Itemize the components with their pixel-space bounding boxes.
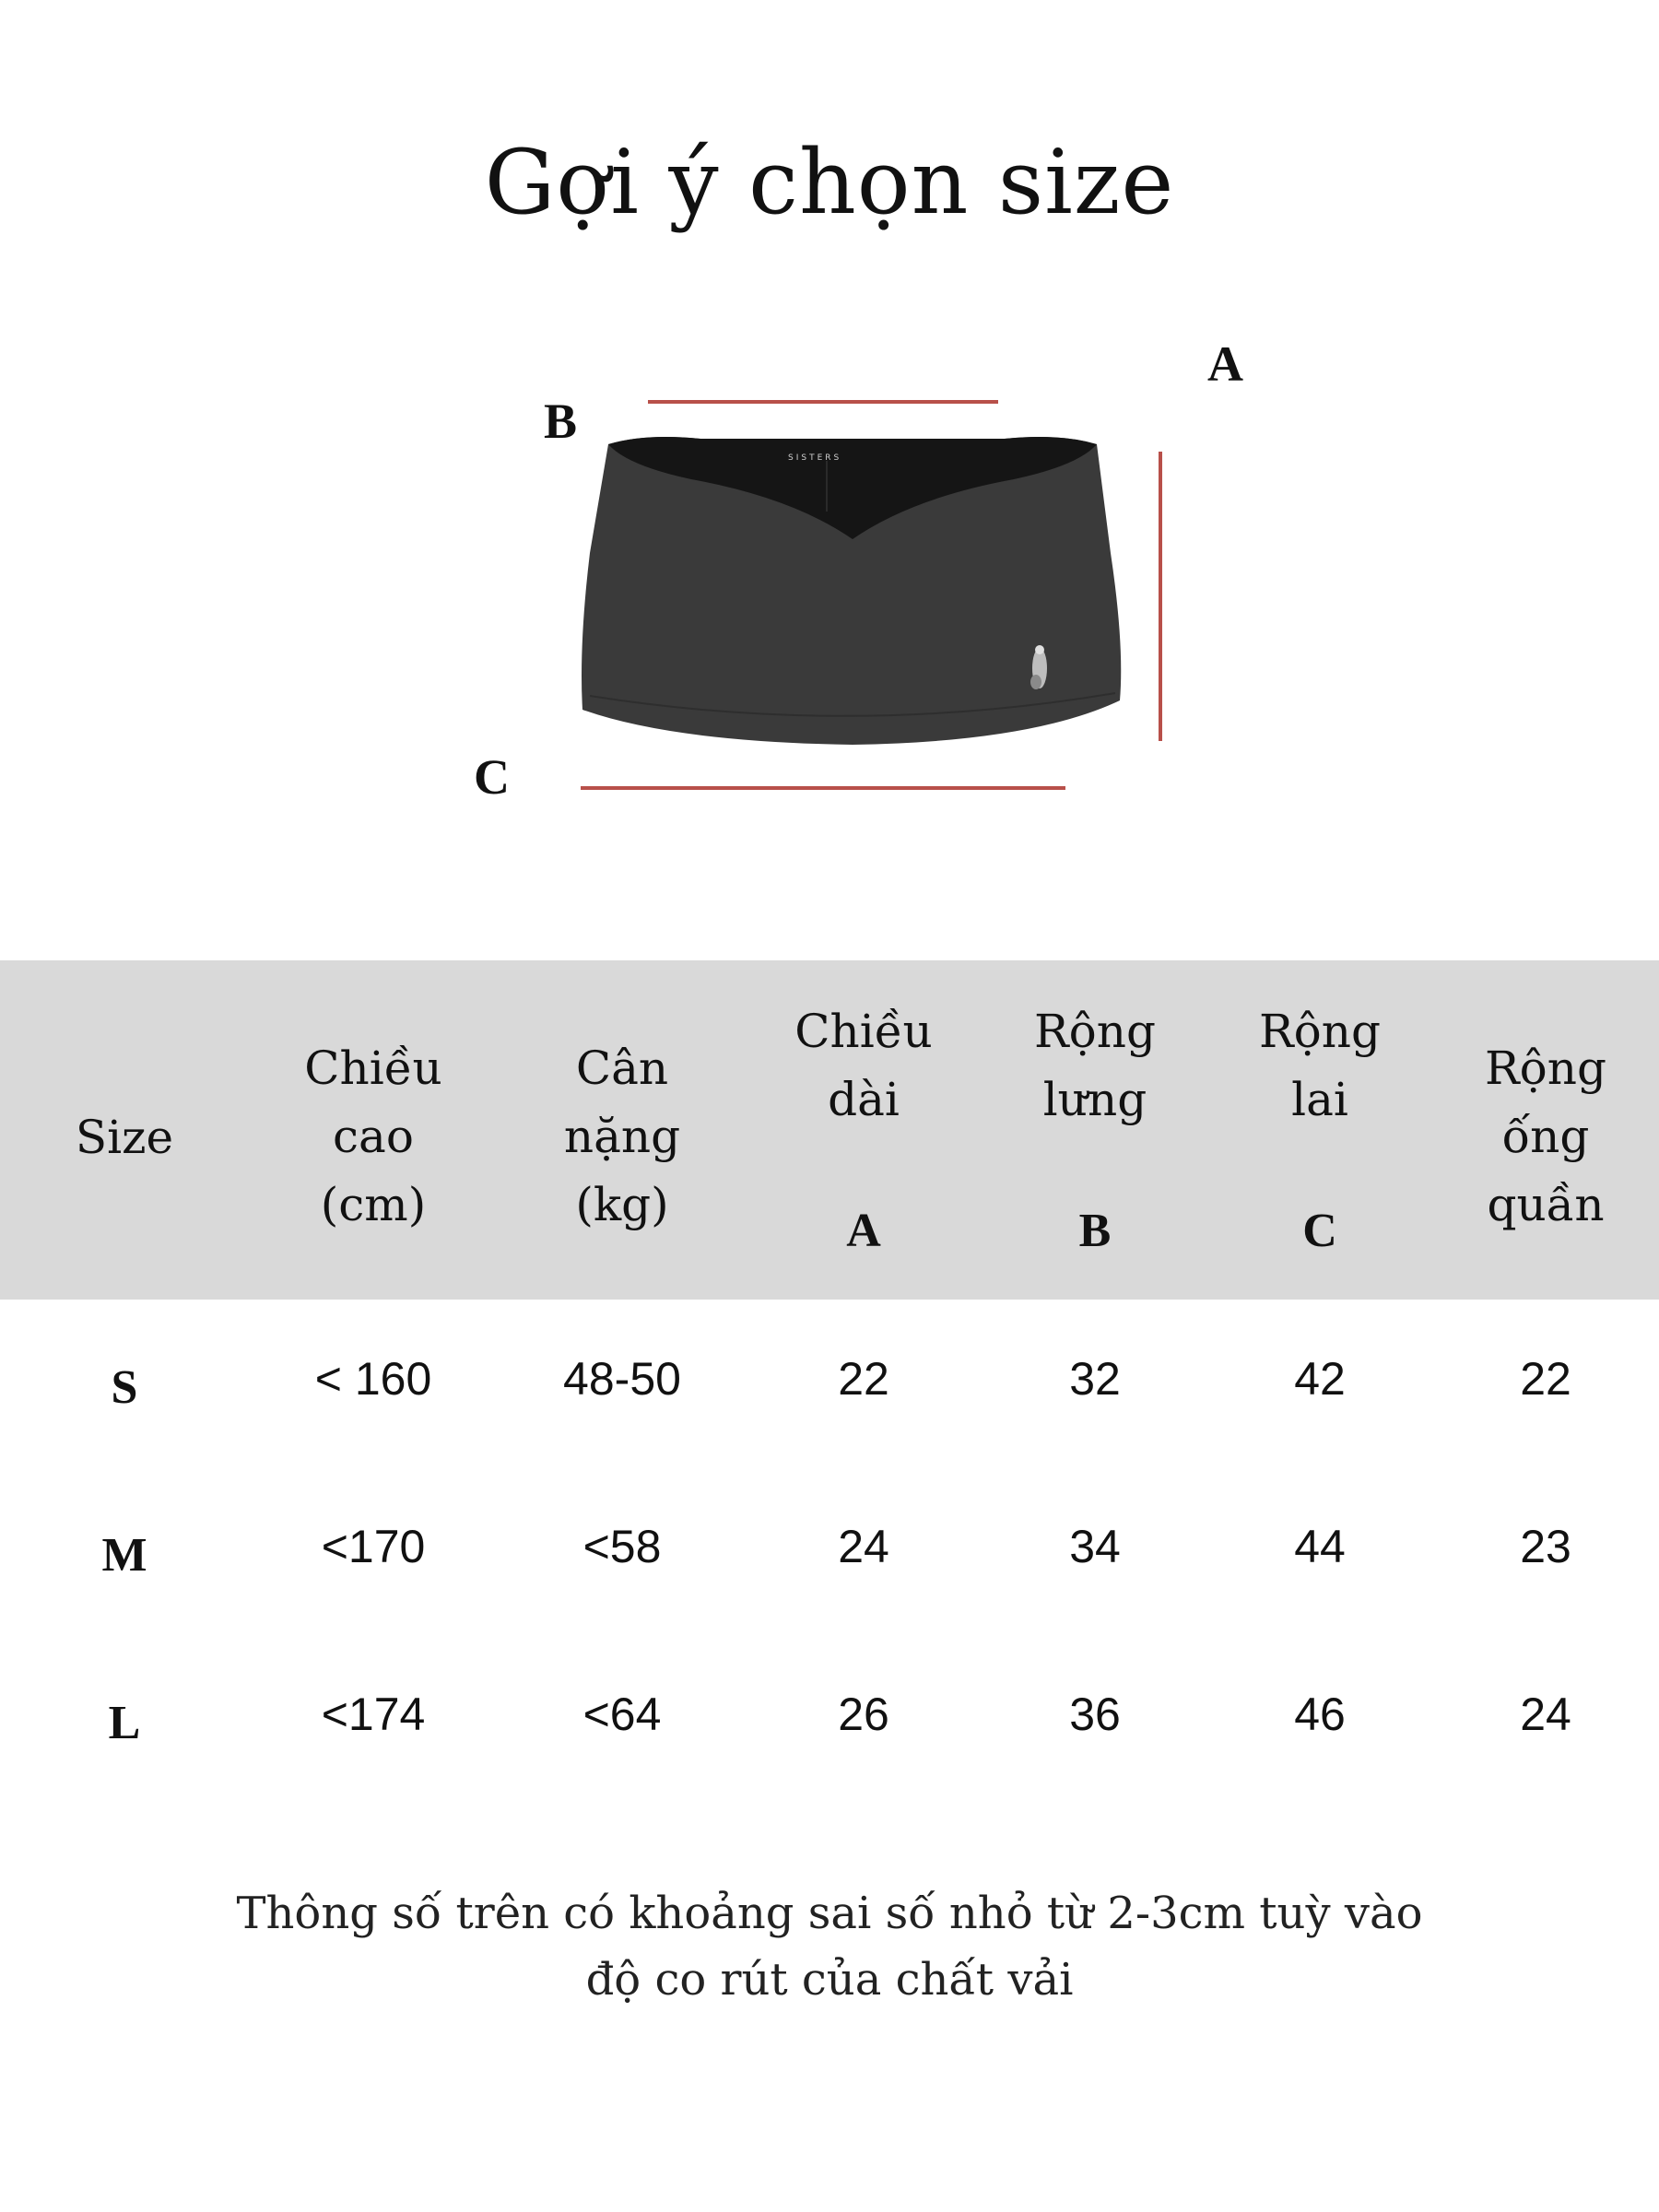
page-title: Gợi ý chọn size (484, 131, 1175, 234)
header-waist-letter: B (1078, 1205, 1112, 1257)
row-size: S (111, 1361, 138, 1414)
row-cell: 24 (838, 1521, 889, 1572)
header-weight: Cân nặng (kg) (563, 1041, 681, 1231)
row-cell: 23 (1520, 1521, 1571, 1572)
table-row (0, 1677, 1659, 1751)
table-header (0, 960, 1659, 1300)
label-a: A (1207, 336, 1243, 392)
row-cell: 22 (1520, 1353, 1571, 1405)
header-leg: Rộng ống quần (1485, 1041, 1606, 1231)
table-row (0, 1510, 1659, 1583)
row-size: L (108, 1697, 141, 1749)
tolerance-note (0, 1880, 1659, 2013)
row-cell: 22 (838, 1353, 889, 1405)
label-b: B (544, 394, 578, 449)
row-cell: 24 (1520, 1688, 1571, 1740)
header-hem: Rộng lai (1259, 1005, 1381, 1126)
measurement-diagram (0, 0, 1659, 885)
skirt-illustration (0, 0, 1659, 885)
row-cell: 36 (1069, 1688, 1121, 1740)
row-cell: 26 (838, 1688, 889, 1740)
row-cell: 48-50 (563, 1353, 681, 1405)
tolerance-note-line-1: Thông số trên có khoảng sai số nhỏ từ 2-3cm tuỳ vào (236, 1888, 1423, 1939)
header-waist: Rộng lưng (1034, 1005, 1156, 1126)
row-cell: <58 (582, 1521, 662, 1572)
header-height: Chiều cao (cm) (304, 1041, 442, 1231)
row-cell: 32 (1069, 1353, 1121, 1405)
tolerance-note-line-2: độ co rút của chất vải (585, 1954, 1074, 2006)
row-cell: 42 (1294, 1353, 1346, 1405)
row-size: M (101, 1529, 147, 1582)
row-cell: 46 (1294, 1688, 1346, 1740)
label-c: C (474, 749, 510, 805)
row-cell: <174 (321, 1688, 426, 1740)
row-cell: < 160 (314, 1353, 432, 1405)
row-cell: 34 (1069, 1521, 1121, 1572)
row-cell: <170 (321, 1521, 426, 1572)
table-row (0, 1342, 1659, 1416)
brand-tag: SISTERS (788, 453, 842, 463)
header-length-letter: A (846, 1205, 881, 1257)
header-size: Size (75, 1111, 174, 1164)
row-cell: 44 (1294, 1521, 1346, 1572)
row-cell: <64 (582, 1688, 662, 1740)
header-hem-letter: C (1302, 1205, 1337, 1257)
header-length: Chiều dài (794, 1005, 933, 1126)
